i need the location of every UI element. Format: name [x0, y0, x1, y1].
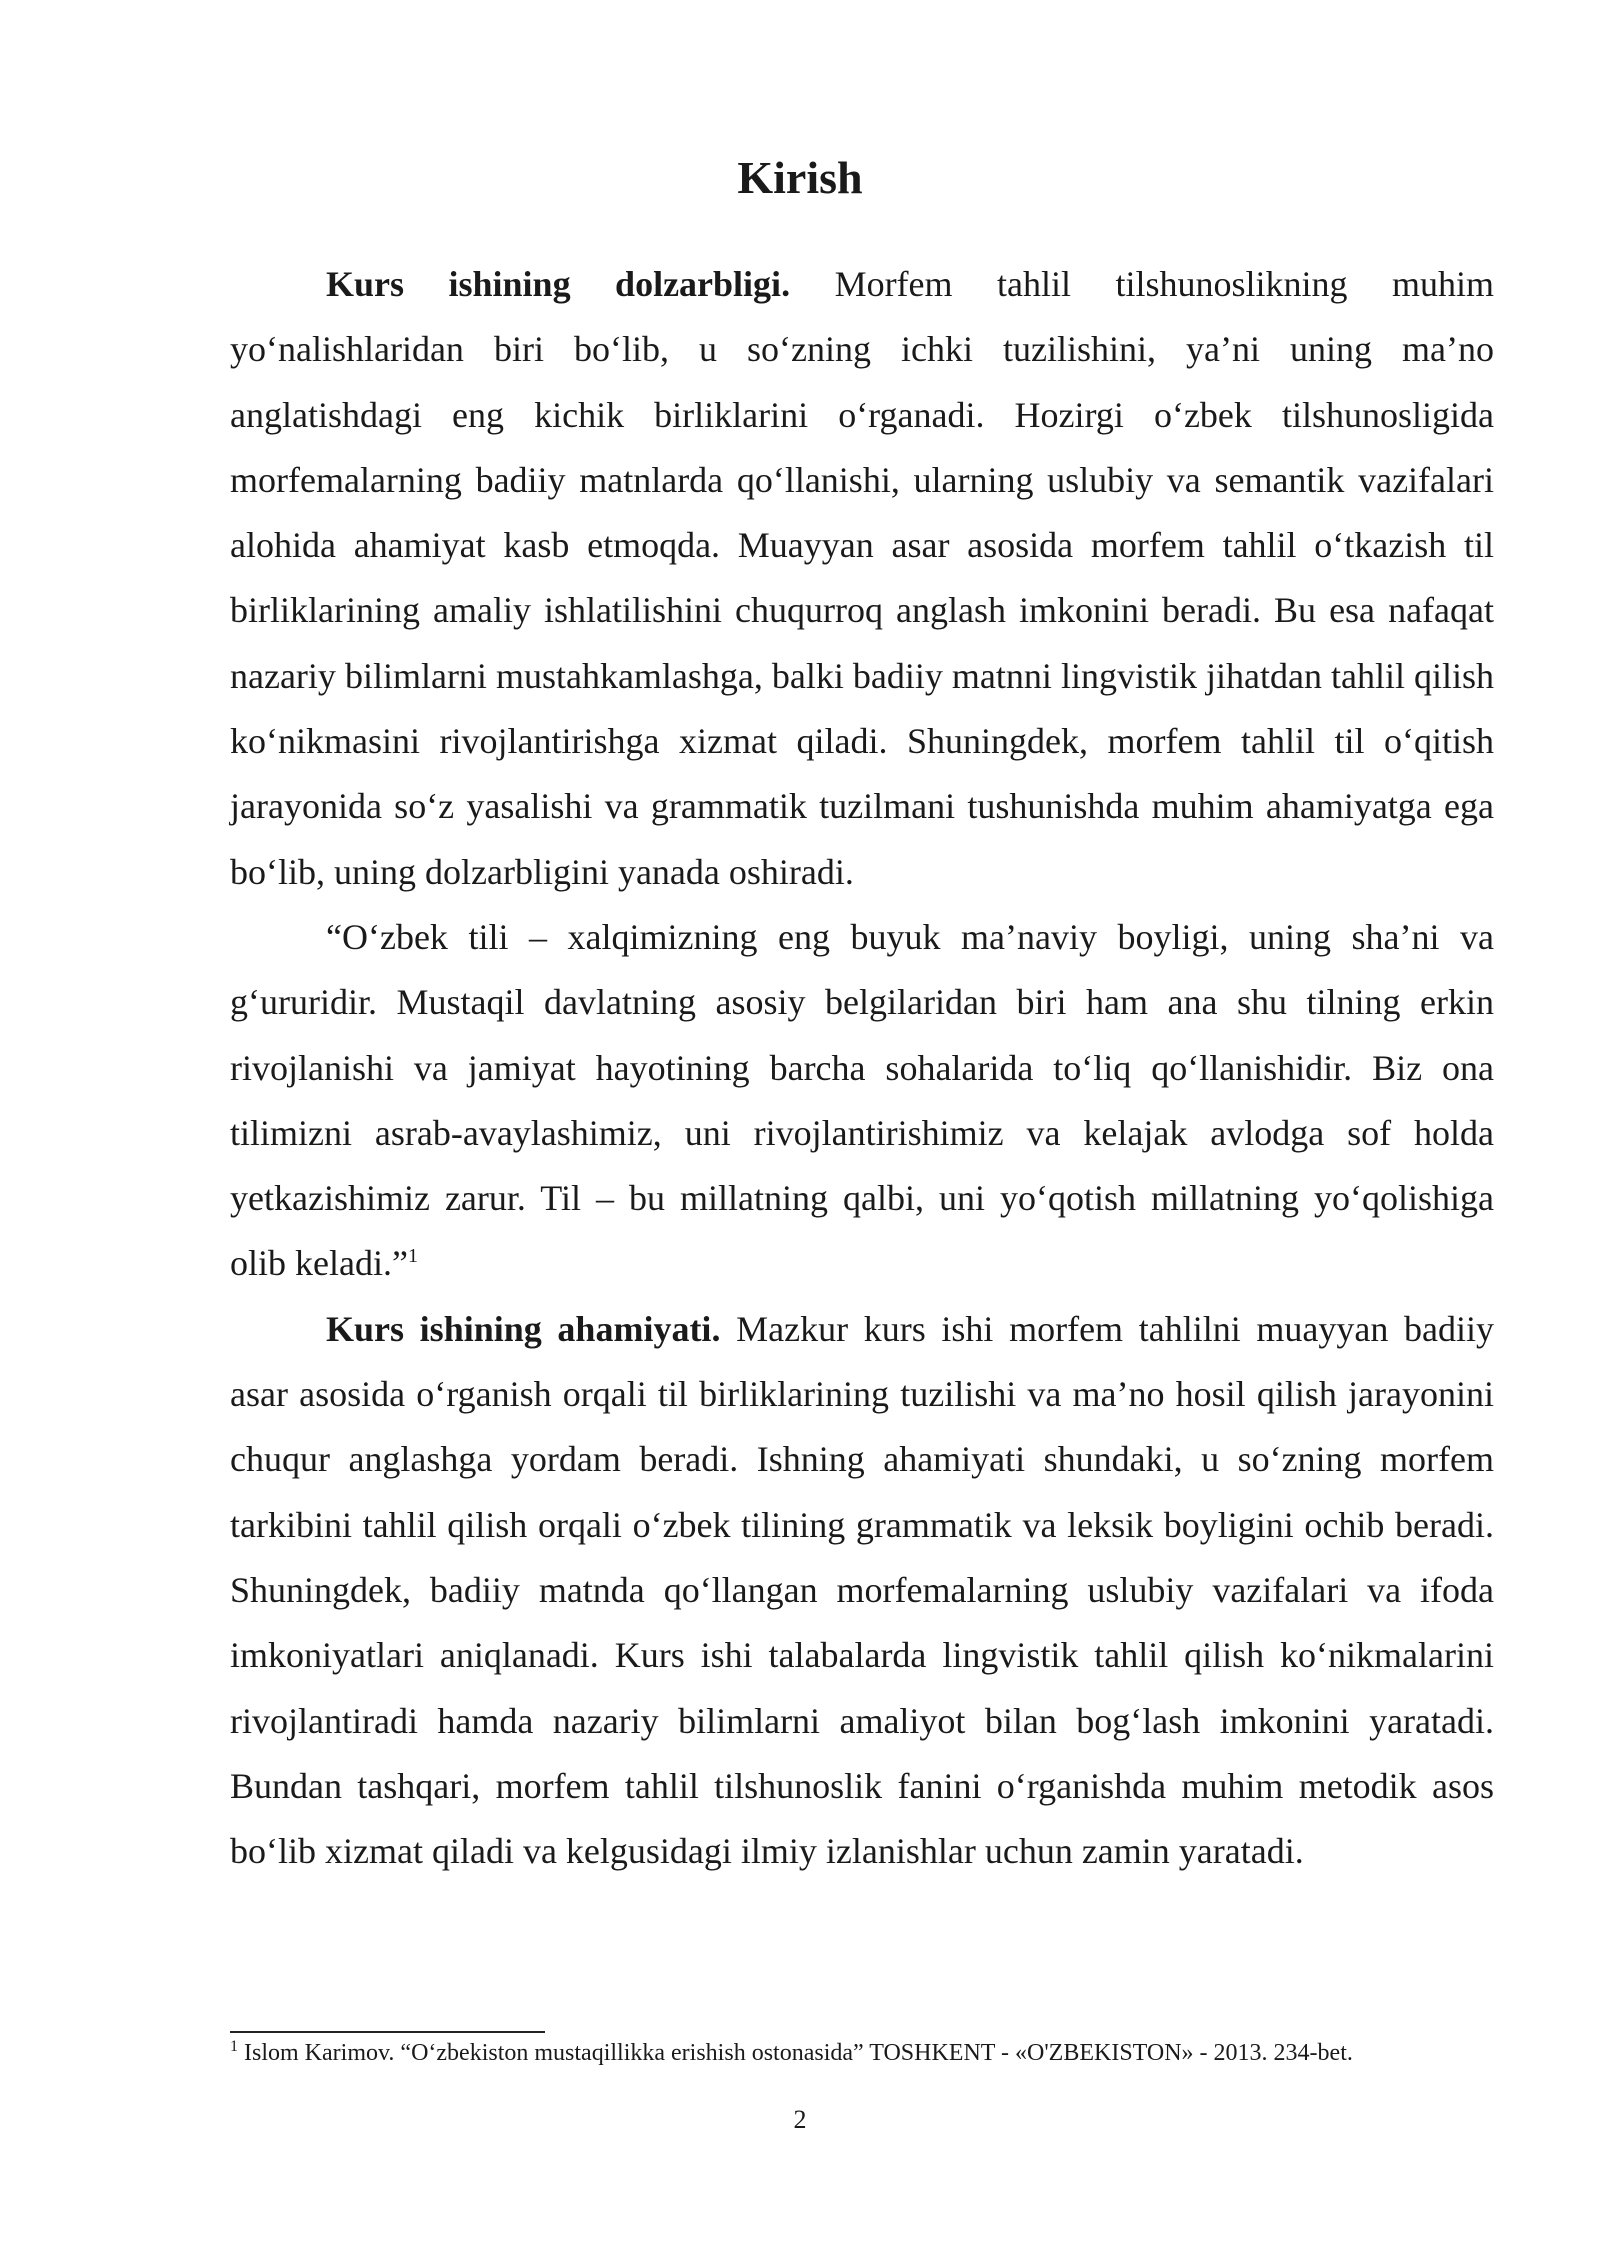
footnote-number: 1 — [230, 2038, 238, 2055]
paragraph-ahamiyat — [230, 1297, 1494, 1885]
paragraph-heading-dolzarblik: Kurs ishining dolzarbligi. — [326, 264, 791, 304]
paragraph-dolzarblik — [230, 252, 1494, 905]
section-title: Kirish — [737, 152, 863, 203]
paragraph-text-dolzarblik: Morfem tahlil tilshunoslikning muhim yo‘nalishlaridan biri bo‘lib, u so‘zning ichki tuzilishini, ya’ni uning ma’no anglatishdagi eng kichik birliklarini o‘rganadi. Hozirgi o‘zbek tilshunosligida morfemalarning badiiy matnlarda qo‘llanishi, ularning uslubiy va semantik vazifalari alohida ahamiyat kasb etmoqda. Muayyan asar asosida morfem tahlil o‘tkazish til birliklarining amaliy ishlatilishini chuqurroq anglash imkonini beradi. Bu esa nafaqat nazariy bilimlarni mustahkamlashga, balki badiiy matnni lingvistik jihatdan tahlil qilish ko‘nikmasini rivojlantirishga xizmat qiladi. Shuningdek, morfem tahlil til o‘qitish jarayonida so‘z yasalishi va grammatik tuzilmani tushunishda muhim ahamiyatga ega bo‘lib, uning dolzarbligini yanada oshiradi. — [230, 264, 1494, 892]
footnote-reference[interactable]: 1 — [407, 1245, 418, 1268]
footnote-divider — [230, 2031, 545, 2033]
quote-text: “O‘zbek tili – xalqimizning eng buyuk ma’naviy boyligi, uning sha’ni va g‘ururidir. Mustaqil davlatning asosiy belgilaridan biri ham ana shu tilning erkin rivojlanishi va jamiyat hayotining barcha sohalarida to‘liq qo‘llanishidir. Biz ona tilimizni asrab-avaylashimiz, uni rivojlantirishimiz va kelajak avlodga sof holda yetkazishimiz zarur. Til – bu millatning qalbi, uni yo‘qotish millatning yo‘qolishiga olib keladi.” — [230, 916, 1494, 1284]
paragraph-quote — [230, 905, 1494, 1297]
body-text — [230, 252, 1494, 1884]
paragraph-text-ahamiyat: Mazkur kurs ishi morfem tahlilni muayyan badiiy asar asosida o‘rganish orqali til birliklarining tuzilishi va ma’no hosil qilish jarayonini chuqur anglashga yordam beradi. Ishning ahamiyati shundaki, u so‘zning morfem tarkibini tahlil qilish orqali o‘zbek tilining grammatik va leksik boyligini ochib beradi. Shuningdek, badiiy matnda qo‘llangan morfemalarning uslubiy vazifalari va ifoda imkoniyatlari aniqlanadi. Kurs ishi talabalarda lingvistik tahlil qilish ko‘nikmalarini rivojlantiradi hamda nazariy bilimlarni amaliyot bilan bog‘lash imkonini yaratadi. Bundan tashqari, morfem tahlil tilshunoslik fanini o‘rganishda muhim metodik asos bo‘lib xizmat qiladi va kelgusidagi ilmiy izlanishlar uchun zamin yaratadi. — [230, 1308, 1494, 1872]
paragraph-heading-ahamiyat: Kurs ishining ahamiyati. — [326, 1308, 721, 1349]
page-number: 2 — [793, 2105, 807, 2134]
footnote-text: Islom Karimov. “O‘zbekiston mustaqillikka erishish ostonasida” TOSHKENT - «O'ZBEKISTON» - 2013. 234-bet. — [244, 2040, 1353, 2066]
footnote — [230, 2036, 1470, 2070]
